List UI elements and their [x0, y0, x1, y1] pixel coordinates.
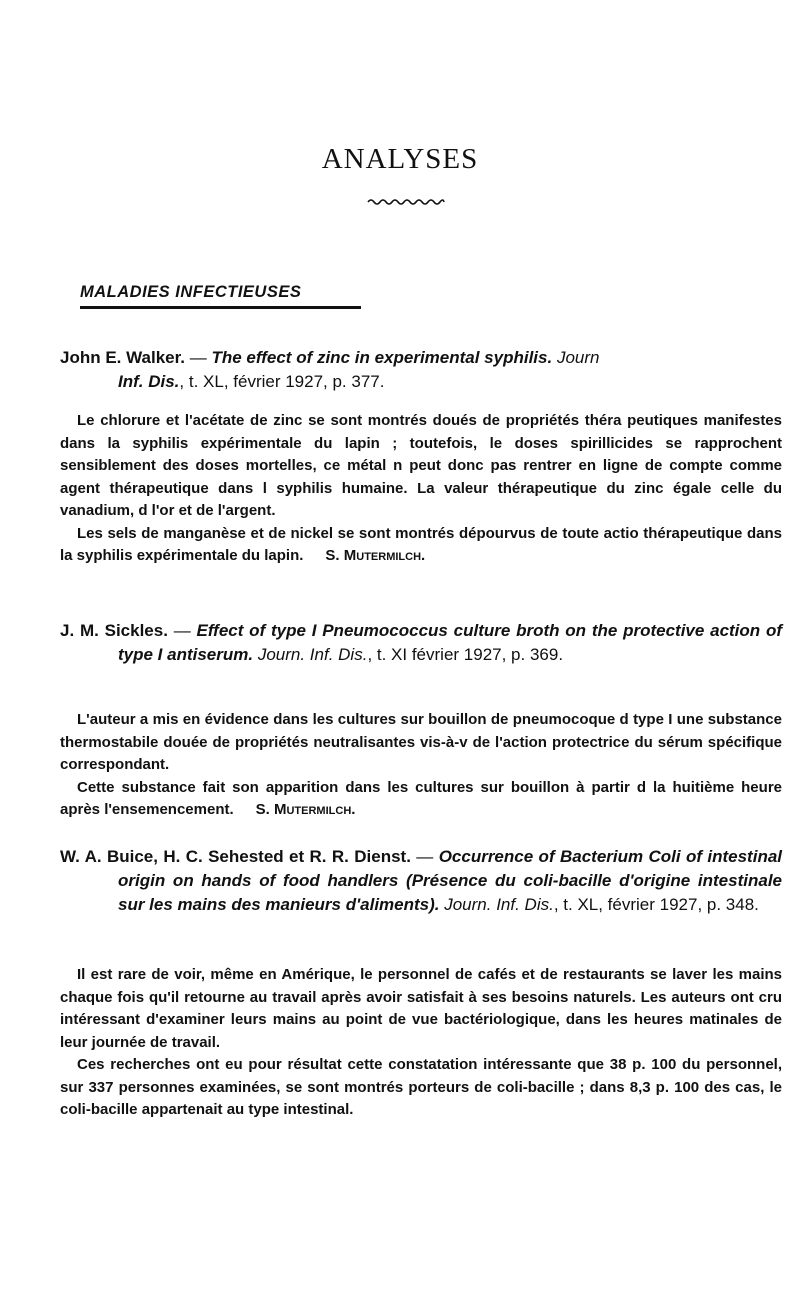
article-1-title: The effect of zinc in experimental syphilis. — [211, 348, 553, 367]
page-title: ANALYSES — [321, 143, 479, 175]
article-3-authors: W. A. Buice, H. C. Sehested et R. R. Dienst. — [60, 847, 411, 866]
ornament-flourish — [366, 196, 446, 208]
article-1-reference: John E. Walker. — The effect of zinc in experimental syphilis. Journ Inf. Dis., t. XL, février 1927, p. 377. — [60, 348, 600, 391]
article-3-title: Occurrence of Bacterium Coli of intestinal origin on hands of food handlers (Présence du coli-bacille d'origine intestinale sur les mains des manieurs d'aliments). — [118, 847, 782, 914]
article-2-paragraph-2: Cette substance fait son apparition dans les cultures sur bouillon à partir d la huitième heure après l'ensemencement. S. Mutermilch. — [60, 778, 782, 818]
article-1-ref: , t. XL, février 1927, p. 377. — [179, 372, 385, 391]
section-underline — [80, 306, 361, 309]
article-2-authors: J. M. Sickles. — [60, 621, 168, 640]
article-3-paragraph-1: Il est rare de voir, même en Amérique, le personnel de cafés et de restaurants se laver les mains chaque fois qu'il retourne au travail après avoir satisfait à ses besoins naturels. Les auteurs ont cru intéressant d'examiner leurs mains au point de vue bactériologique, dans les heures matinales de leur journée de travail. — [60, 966, 782, 1051]
article-1-authors: John E. Walker. — [60, 348, 186, 367]
article-3-reference: W. A. Buice, H. C. Sehested et R. R. Dienst. — Occurrence of Bacterium Coli of intestinal origin on hands of food handlers (Présence du coli-bacille d'origine intestinale sur les mains des manieurs d'aliments). Journ. Inf. Dis., t. XL, février 1927, p. 348. — [60, 847, 782, 914]
article-1-body — [60, 410, 782, 568]
article-3-journal: Journ. Inf. Dis. — [439, 895, 554, 914]
article-2-journal: Journ. Inf. Dis. — [253, 645, 368, 664]
article-1-paragraph-1: Le chlorure et l'acétate de zinc se sont montrés doués de propriétés théra peutiques manifestes dans la syphilis expérimentale du lapin ; toutefois, le doses spirillicides se rapprochent sensiblement des doses mortelles, ce métal n peut donc pas rentrer en ligne de compte comme agent thérapeutique dans l syphilis humaine. La valeur thérapeutique du zinc égale celle du vanadium, d l'or et de l'argent. — [60, 412, 782, 519]
article-2-body — [60, 709, 782, 822]
article-3-paragraph-2: Ces recherches ont eu pour résultat cette constatation intéressante que 38 p. 100 du personnel, sur 337 personnes examinées, se sont montrés porteurs de coli-bacille ; dans 8,3 p. 100 des cas, le coli-bacille appartenait au type intestinal. — [60, 1056, 782, 1118]
article-1-paragraph-2: Les sels de manganèse et de nickel se sont montrés dépourvus de toute actio thérapeutique dans la syphilis expérimentale du lapin. S. Mutermilch. — [60, 524, 782, 564]
article-2-ref: , t. XI février 1927, p. 369. — [367, 645, 564, 664]
article-2-signature: S. Mutermilch. — [255, 801, 356, 818]
article-3-ref: , t. XL, février 1927, p. 348. — [553, 895, 759, 914]
article-1-signature: S. Mutermilch. — [325, 547, 426, 564]
article-3-body — [60, 964, 782, 1122]
section-heading: MALADIES INFECTIEUSES — [80, 283, 302, 301]
article-2-title: Effect of type I Pneumococcus culture broth on the protective action of type I antiserum. — [118, 621, 782, 664]
article-2-paragraph-1: L'auteur a mis en évidence dans les cultures sur bouillon de pneumocoque d type I une substance thermostabile douée de propriétés neutralisantes vis-à-v de l'action protectrice du sérum spécifique correspondant. — [60, 711, 782, 773]
article-2-reference: J. M. Sickles. — Effect of type I Pneumococcus culture broth on the protective action of type I antiserum. Journ. Inf. Dis., t. XI février 1927, p. 369. — [60, 621, 782, 664]
article-1-journal: Journ — [552, 348, 600, 367]
